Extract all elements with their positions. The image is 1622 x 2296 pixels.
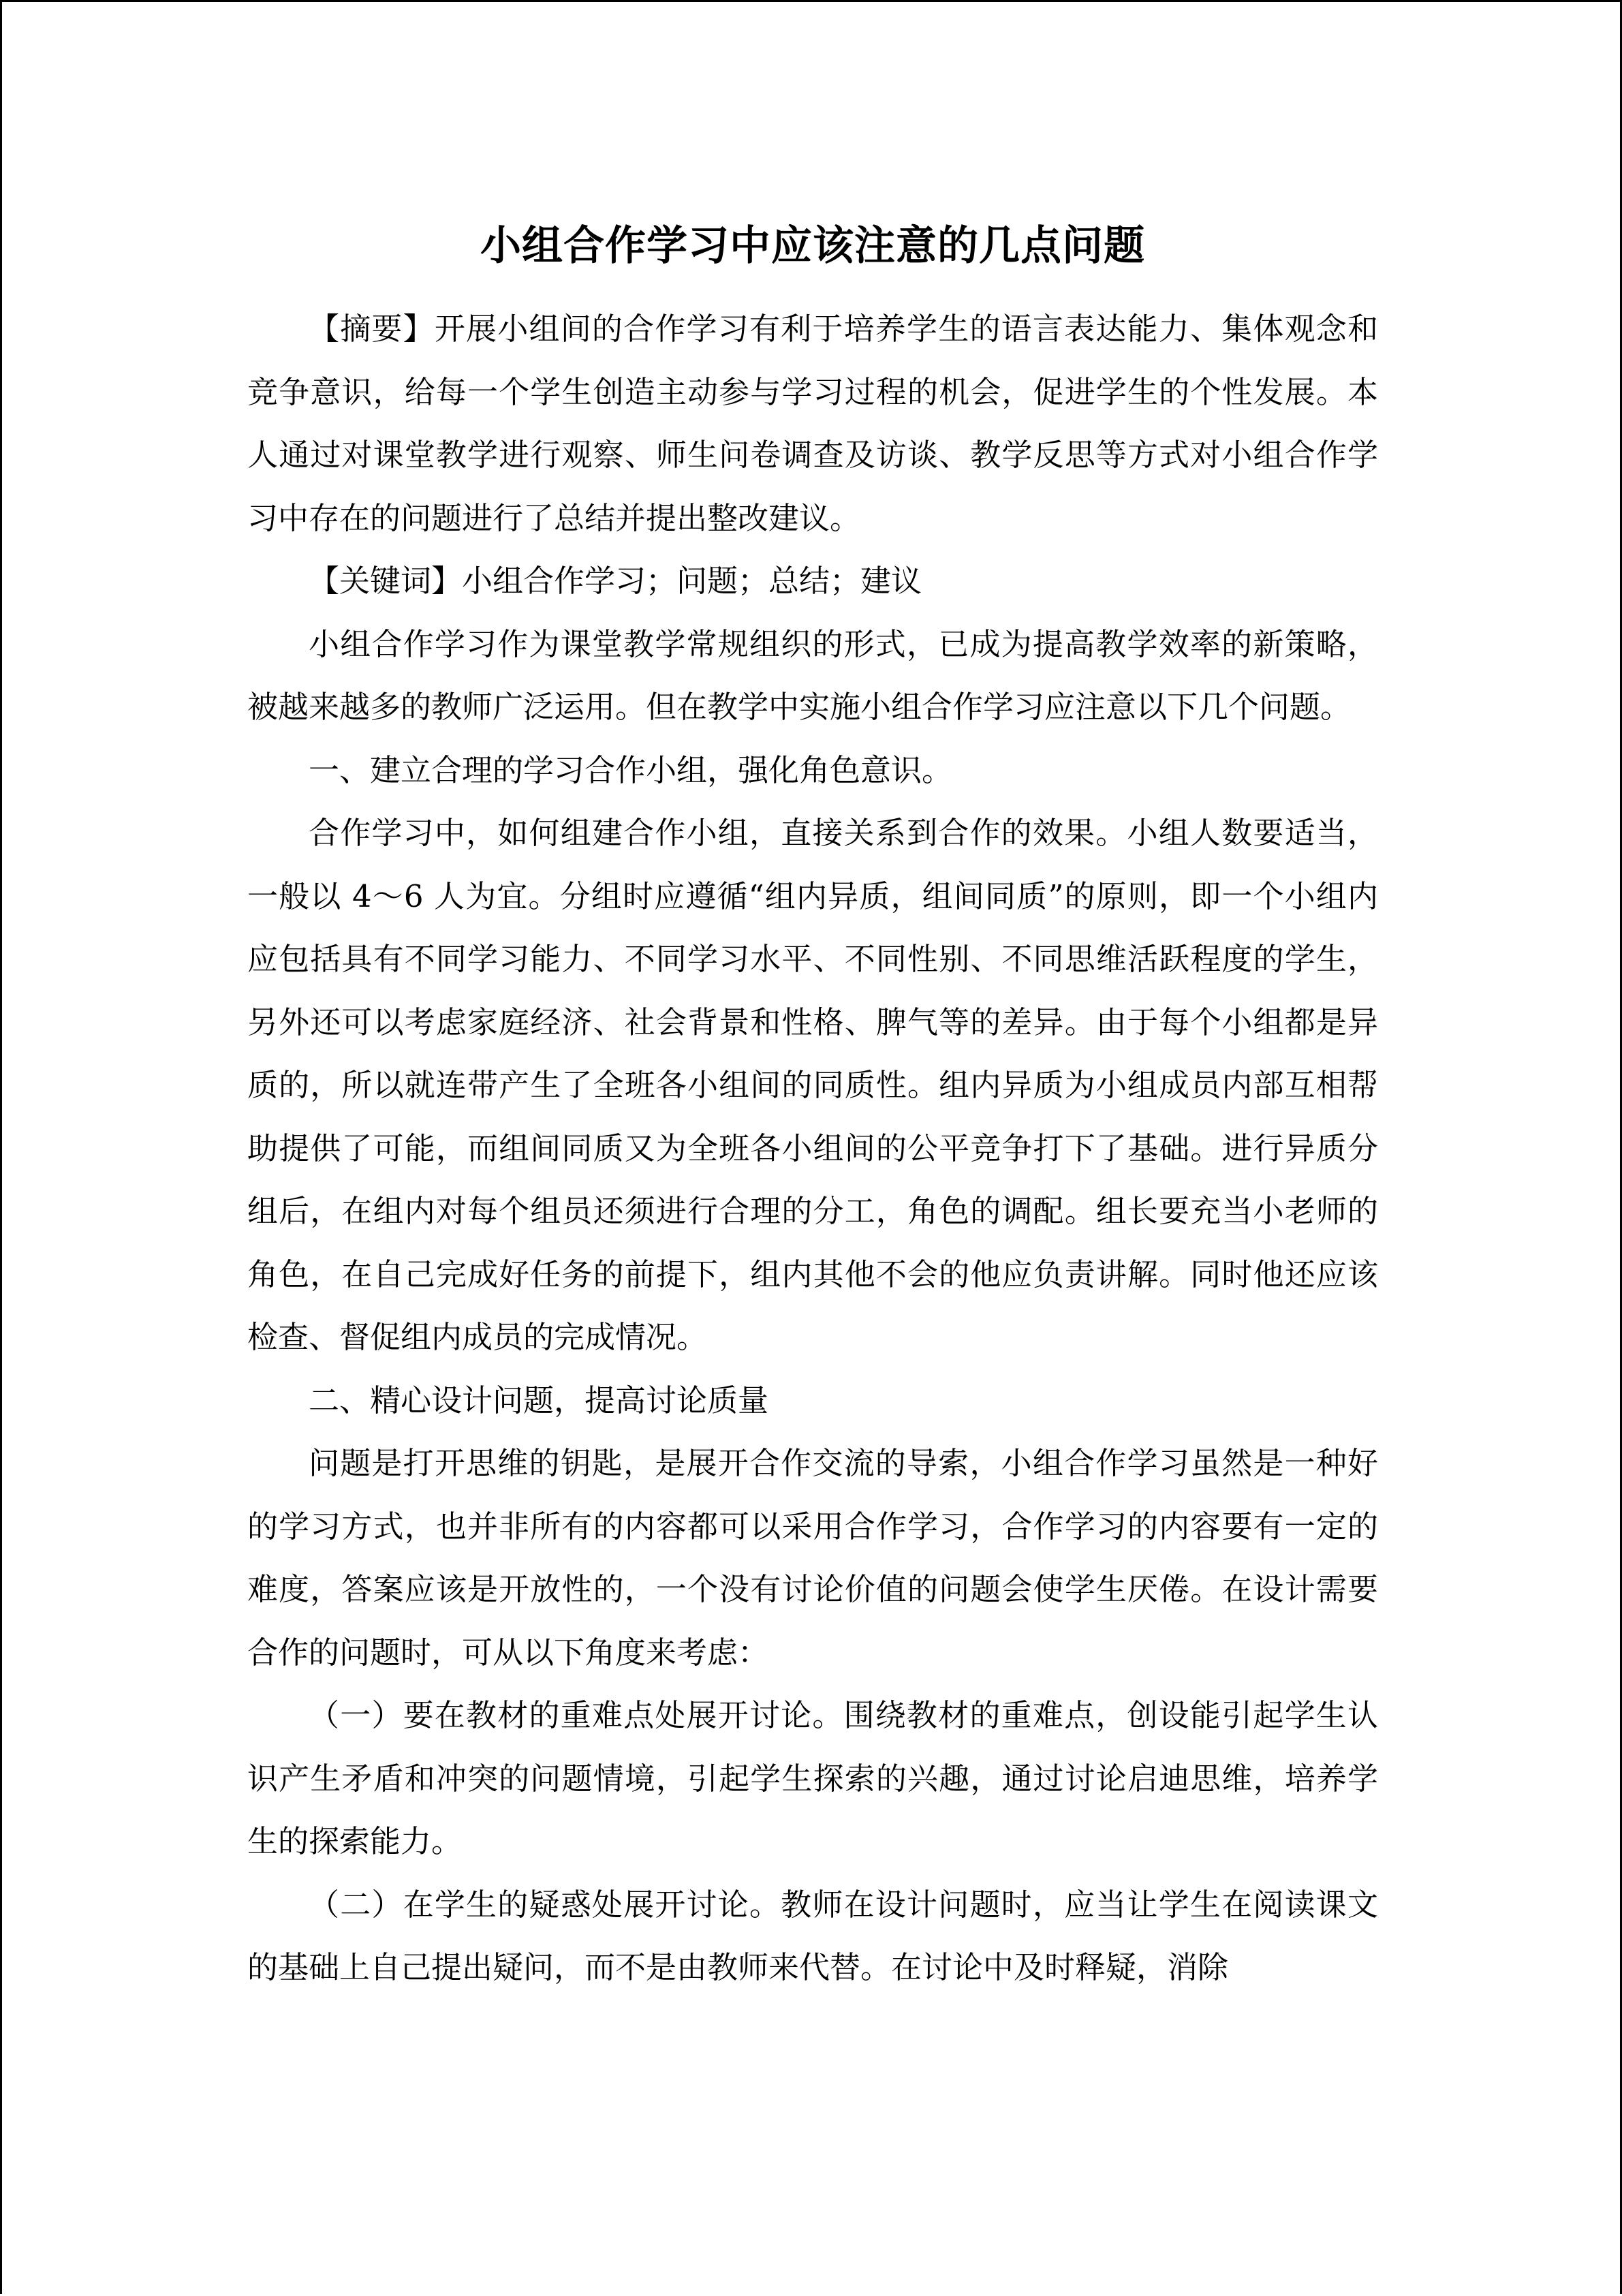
subpoint-paragraph-2: （二）在学生的疑惑处展开讨论。教师在设计问题时，应当让学生在阅读课文的基础上自己提出疑问，而不是由教师来代替。在讨论中及时释疑，消除 <box>247 1886 1378 1985</box>
body-paragraph: 合作学习中，如何组建合作小组，直接关系到合作的效果。小组人数要适当，一般以 4～6 人为宜。分组时应遵循“组内异质，组间同质”的原则，即一个小组内应包括具有不同学习能力、不同学习水平、不同性别、不同思维活跃程度的学生，另外还可以考虑家庭经济、社会背景和性格、脾气等的差异。由于每个小组都是异质的，所以就连带产生了全班各小组间的同质性。组内异质为小组成员内部互相帮助提供了可能，而组间同质又为全班各小组间的公平竞争打下了基础。进行异质分组后，在组内对每个组员还须进行合理的分工，角色的调配。组长要充当小老师的角色，在自己完成好任务的前提下，组内其他不会的他应负责讲解。同时他还应该检查、督促组内成员的完成情况。 <box>247 815 1378 1355</box>
document-title: 小组合作学习中应该注意的几点问题 <box>480 222 1145 270</box>
keywords-paragraph: 【关键词】小组合作学习；问题；总结；建议 <box>309 563 922 599</box>
subpoint-paragraph-1: （一）要在教材的重难点处展开讨论。围绕教材的重难点，创设能引起学生认识产生矛盾和冲突的问题情境，引起学生探索的兴趣，通过讨论启迪思维，培养学生的探索能力。 <box>247 1697 1378 1859</box>
document-body <box>247 213 1378 2000</box>
body-paragraph: 问题是打开思维的钥匙，是展开合作交流的导索，小组合作学习虽然是一种好的学习方式，也并非所有的内容都可以采用合作学习，合作学习的内容要有一定的难度，答案应该是开放性的，一个没有讨论价值的问题会使学生厌倦。在设计需要合作的问题时，可从以下角度来考虑： <box>247 1445 1378 1671</box>
section-heading-2: 二、精心设计问题，提高讨论质量 <box>309 1382 769 1418</box>
section-heading-1: 一、建立合理的学习合作小组，强化角色意识。 <box>309 751 953 788</box>
intro-paragraph: 小组合作学习作为课堂教学常规组织的形式，已成为提高教学效率的新策略，被越来越多的教师广泛运用。但在教学中实施小组合作学习应注意以下几个问题。 <box>247 625 1378 725</box>
document-page <box>2 2 1622 2296</box>
abstract-paragraph: 【摘要】开展小组间的合作学习有利于培养学生的语言表达能力、集体观念和竞争意识，给每一个学生创造主动参与学习过程的机会，促进学生的个性发展。本人通过对课堂教学进行观察、师生问卷调查及访谈、教学反思等方式对小组合作学习中存在的问题进行了总结并提出整改建议。 <box>247 311 1378 536</box>
